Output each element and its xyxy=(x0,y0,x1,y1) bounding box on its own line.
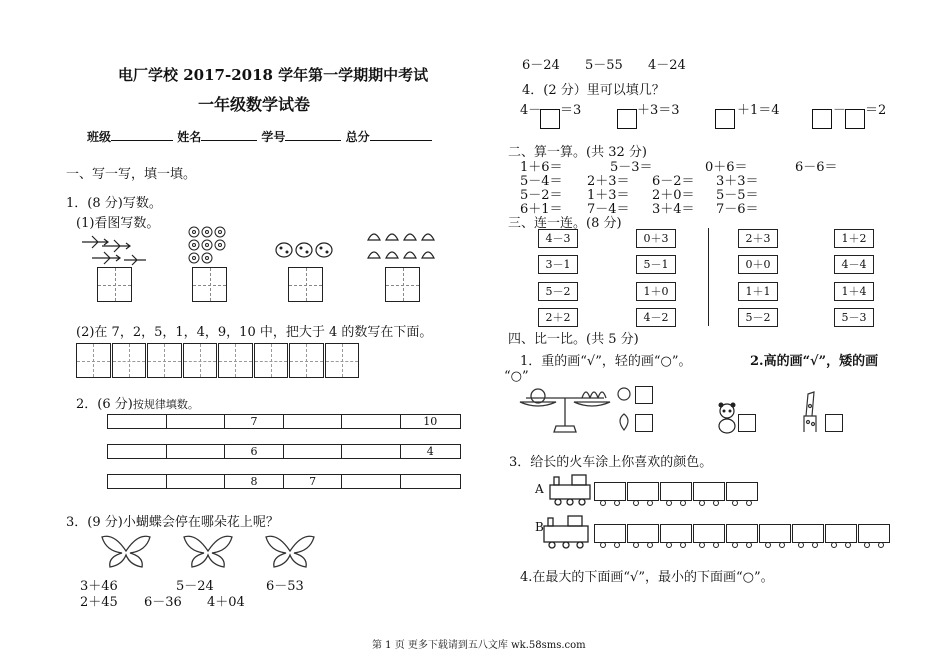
page-footer: 第 1 页 更多下载请到五八文库 wk.58sms.com xyxy=(372,640,586,651)
connect-card[interactable]: 5－3 xyxy=(834,308,874,327)
connect-card[interactable]: 5－2 xyxy=(738,308,778,327)
train-a-car[interactable] xyxy=(726,482,758,501)
write-box-ladybugs[interactable] xyxy=(288,267,323,302)
name-blank[interactable] xyxy=(201,129,257,141)
height-box-panda[interactable] xyxy=(738,414,756,432)
q3-label: 3．(9 分)小蝴蝶会停在哪朵花上呢？ xyxy=(66,515,279,530)
info-fields xyxy=(87,128,432,145)
calc-r4-c3: 3＋4＝ xyxy=(652,202,695,217)
q1-label: 1．(8 分)写数。 xyxy=(66,196,162,211)
seq-cell[interactable] xyxy=(342,415,401,428)
calc-r3-c3: 2＋0＝ xyxy=(652,188,695,203)
connect-card[interactable]: 0＋3 xyxy=(636,229,676,248)
weight-box-1[interactable] xyxy=(635,386,653,404)
write-box-flowers[interactable] xyxy=(192,267,227,302)
flowers-icon xyxy=(187,226,229,266)
connect-card[interactable]: 3－1 xyxy=(538,255,578,274)
q2-label xyxy=(76,393,199,412)
expr-row1-b: 5－24 xyxy=(176,579,214,594)
connect-card[interactable]: 1＋4 xyxy=(834,282,874,301)
seq-cell: 7 xyxy=(284,475,343,488)
calc-r1-c1: 1＋6＝ xyxy=(520,160,563,175)
train-b-car[interactable] xyxy=(627,524,659,543)
expr-row2-a: 2＋45 xyxy=(80,595,118,610)
locomotive-icon xyxy=(548,471,592,507)
exam-title: 电厂学校 2017-2018 学年第一学期期中考试 xyxy=(118,66,429,84)
connect-divider xyxy=(708,228,709,326)
seq-cell[interactable] xyxy=(167,475,226,488)
calc-r3-c2: 1＋3＝ xyxy=(587,188,630,203)
train-b-car[interactable] xyxy=(693,524,725,543)
compare-q3: 3．给长的火车涂上你喜欢的颜色。 xyxy=(509,455,713,470)
answer-cell[interactable] xyxy=(76,343,111,378)
seq-cell[interactable] xyxy=(108,415,167,428)
weight-box-2[interactable] xyxy=(635,414,653,432)
answer-cell[interactable] xyxy=(254,343,289,378)
calc-r2-c1: 5－4＝ xyxy=(520,174,563,189)
q4-label: 4．(2 分）里可以填几？ xyxy=(522,83,665,98)
seq-cell: 7 xyxy=(225,415,284,428)
section4-heading: 四、比一比。(共 5 分) xyxy=(508,332,639,347)
expr-row2-c: 4＋04 xyxy=(207,595,245,610)
train-b-label: B xyxy=(535,520,544,534)
answer-grid xyxy=(76,343,360,378)
section3-heading: 三、连一连。(8 分) xyxy=(508,216,622,231)
id-blank[interactable] xyxy=(285,129,341,141)
train-b-car[interactable] xyxy=(594,524,626,543)
seq-cell[interactable] xyxy=(108,475,167,488)
calc-r2-c3: 6－2＝ xyxy=(652,174,695,189)
calc-r1-c4: 6－6＝ xyxy=(795,160,838,175)
compare-q2: 2.高的画“√”，矮的画 xyxy=(750,354,879,369)
write-box-airplanes[interactable] xyxy=(97,267,132,302)
section1-heading: 一、写一写，填一填。 xyxy=(66,167,197,182)
sequence-row-3 xyxy=(107,474,461,489)
connect-card[interactable]: 2＋2 xyxy=(538,308,578,327)
field-score-label: 总分 xyxy=(345,130,370,144)
field-name-label: 姓名 xyxy=(177,130,202,144)
flower-expr-1: 6－24 xyxy=(522,58,560,73)
sequence-row-1 xyxy=(107,414,461,429)
write-box-peaches[interactable] xyxy=(385,267,420,302)
answer-cell[interactable] xyxy=(147,343,182,378)
seq-cell: 8 xyxy=(225,475,284,488)
compare-q4: 4.在最大的下面画“√”，最小的下面画“○”。 xyxy=(520,570,774,585)
q1-part1: (1)看图写数。 xyxy=(76,216,160,231)
q1-part2: (2)在 7，2，5，1，4，9，10 中，把大于 4 的数写在下面。 xyxy=(76,325,433,340)
score-blank[interactable] xyxy=(370,129,432,141)
airplanes-icon xyxy=(78,232,150,268)
answer-cell[interactable] xyxy=(325,343,360,378)
locomotive-icon xyxy=(540,512,590,550)
calc-r4-c4: 7－6＝ xyxy=(716,202,759,217)
fill-box-4a[interactable] xyxy=(812,109,832,129)
fill-mid-4: － xyxy=(833,103,847,118)
fill-post-3: ＋1＝4 xyxy=(737,103,780,118)
calc-r1-c3: 0＋6＝ xyxy=(705,160,748,175)
ladybugs-icon xyxy=(274,236,336,260)
compare-q1: 1．重的画“√”，轻的画“○”。 xyxy=(520,354,692,369)
seq-cell: 4 xyxy=(426,445,434,458)
butterflies-icon xyxy=(100,531,320,569)
train-b-car[interactable] xyxy=(792,524,824,543)
fill-pre-1: 4－ xyxy=(520,103,542,118)
fill-box-3[interactable] xyxy=(715,109,735,129)
expr-row1-a: 3＋46 xyxy=(80,579,118,594)
train-b-car[interactable] xyxy=(759,524,791,543)
answer-cell[interactable] xyxy=(183,343,218,378)
sequence-row-2 xyxy=(107,444,461,459)
calc-r3-c1: 5－2＝ xyxy=(520,188,563,203)
field-id-label: 学号 xyxy=(261,130,286,144)
balance-scale-icon xyxy=(516,384,616,434)
panda-icon xyxy=(716,402,738,434)
compare-q2-cont: “○” xyxy=(504,369,529,384)
train-b-car[interactable] xyxy=(660,524,692,543)
calc-r4-c2: 7－4＝ xyxy=(587,202,630,217)
train-a-car[interactable] xyxy=(660,482,692,501)
fill-post-4: ＝2 xyxy=(865,103,887,118)
train-a-label: A xyxy=(535,482,544,496)
calc-r4-c1: 6＋1＝ xyxy=(520,202,563,217)
flower-expr-2: 5－55 xyxy=(585,58,623,73)
seq-cell[interactable] xyxy=(108,445,167,458)
exam-subtitle: 一年级数学试卷 xyxy=(198,95,311,114)
fill-post-2: ＋3＝3 xyxy=(637,103,680,118)
fill-post-1: ＝3 xyxy=(560,103,582,118)
seq-cell[interactable] xyxy=(342,445,401,458)
train-b-car[interactable] xyxy=(858,524,890,543)
height-box-giraffe[interactable] xyxy=(825,414,843,432)
q2-label-text: 2．(6 分) xyxy=(76,397,133,412)
seq-cell: 10 xyxy=(423,415,438,428)
giraffe-icon xyxy=(796,388,824,434)
field-class-label: 班级 xyxy=(87,130,112,144)
seq-cell[interactable] xyxy=(401,475,460,488)
q2-note: 按规律填数。 xyxy=(132,398,199,411)
seq-cell[interactable] xyxy=(167,415,226,428)
fill-box-2[interactable] xyxy=(617,109,637,129)
train-a-car[interactable] xyxy=(594,482,626,501)
calc-r2-c2: 2＋3＝ xyxy=(587,174,630,189)
connect-card[interactable]: 0＋0 xyxy=(738,255,778,274)
connect-card[interactable]: 1＋0 xyxy=(636,282,676,301)
calc-r3-c4: 5－5＝ xyxy=(716,188,759,203)
fill-box-1[interactable] xyxy=(540,109,560,129)
train-b-car[interactable] xyxy=(825,524,857,543)
answer-cell[interactable] xyxy=(289,343,324,378)
connect-card[interactable]: 4－4 xyxy=(834,255,874,274)
answer-cell[interactable] xyxy=(218,343,253,378)
flower-expr-3: 4－24 xyxy=(648,58,686,73)
seq-cell: 6 xyxy=(225,445,284,458)
calc-r1-c2: 5－3＝ xyxy=(610,160,653,175)
pumpkin-and-leaf-icon xyxy=(616,386,632,432)
connect-card[interactable]: 1＋2 xyxy=(834,229,874,248)
peaches-icon xyxy=(364,226,442,262)
fill-box-4b[interactable] xyxy=(845,109,865,129)
class-blank[interactable] xyxy=(111,129,173,141)
connect-card[interactable]: 5－1 xyxy=(636,255,676,274)
train-a-car[interactable] xyxy=(627,482,659,501)
expr-row2-b: 6－36 xyxy=(144,595,182,610)
calc-r2-c4: 3＋3＝ xyxy=(716,174,759,189)
connect-card[interactable]: 1＋1 xyxy=(738,282,778,301)
connect-card[interactable]: 4－3 xyxy=(538,229,578,248)
train-b-car[interactable] xyxy=(726,524,758,543)
connect-card[interactable]: 5－2 xyxy=(538,282,578,301)
connect-card[interactable]: 2＋3 xyxy=(738,229,778,248)
train-a-car[interactable] xyxy=(693,482,725,501)
answer-cell[interactable] xyxy=(112,343,147,378)
seq-cell[interactable] xyxy=(167,445,226,458)
connect-card[interactable]: 4－2 xyxy=(636,308,676,327)
seq-cell[interactable] xyxy=(284,415,343,428)
seq-cell[interactable] xyxy=(342,475,401,488)
seq-cell[interactable] xyxy=(284,445,343,458)
expr-row1-c: 6－53 xyxy=(266,579,304,594)
section2-heading: 二、算一算。(共 32 分) xyxy=(508,145,647,160)
